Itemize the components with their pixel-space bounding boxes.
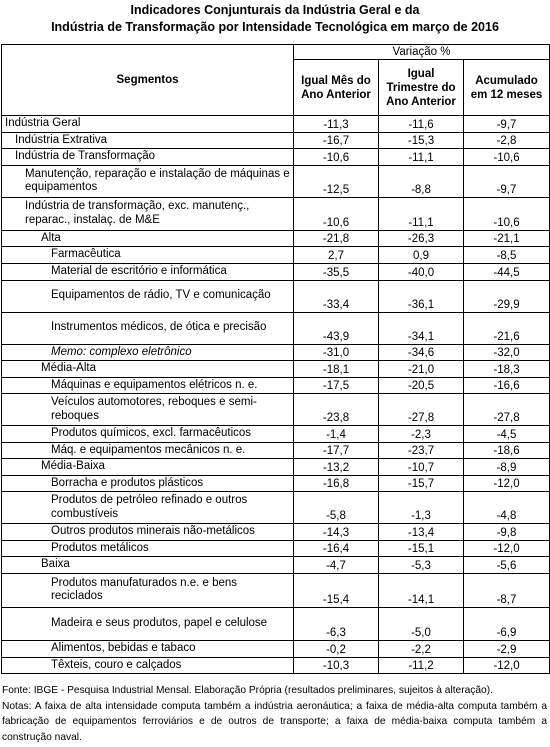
- value-mes: 2,7: [294, 247, 379, 264]
- value-mes: -31,0: [294, 344, 379, 361]
- title-line-1: Indicadores Conjunturais da Indústria Geral e da: [130, 3, 420, 17]
- segment-label: Produtos químicos, excl. farmacêuticos: [2, 426, 294, 443]
- table-row: [2, 361, 550, 378]
- segment-label: Produtos manufaturados n.e. e bens reciclados: [2, 573, 294, 607]
- value-trimestre: -15,7: [379, 475, 464, 492]
- segment-label: Instrumentos médicos, de ótica e precisão: [2, 312, 294, 344]
- value-acumulado: -10,6: [464, 149, 550, 166]
- value-acumulado: -9,7: [464, 116, 550, 133]
- footnotes: [2, 683, 547, 745]
- segment-label: Média-Baixa: [2, 459, 294, 476]
- table-row: [2, 149, 550, 166]
- value-mes: -16,8: [294, 475, 379, 492]
- value-trimestre: -5,3: [379, 557, 464, 574]
- variacao-header: Variação %: [294, 45, 550, 60]
- value-trimestre: -11,2: [379, 657, 464, 674]
- value-mes: -5,8: [294, 492, 379, 524]
- segment-label: Média-Alta: [2, 361, 294, 378]
- table-row: [2, 607, 550, 640]
- value-trimestre: 0,9: [379, 247, 464, 264]
- value-trimestre: -11,1: [379, 197, 464, 230]
- value-acumulado: -2,8: [464, 132, 550, 149]
- table-body: [2, 116, 550, 674]
- segment-label: Produtos metálicos: [2, 540, 294, 557]
- value-acumulado: -12,0: [464, 540, 550, 557]
- value-acumulado: -10,6: [464, 197, 550, 230]
- segment-label: Produtos de petróleo refinado e outros combustíveis: [2, 492, 294, 524]
- segment-label: Indústria Geral: [2, 116, 294, 133]
- value-trimestre: -8,8: [379, 165, 464, 197]
- table-row: [2, 344, 550, 361]
- value-acumulado: -16,6: [464, 377, 550, 394]
- value-acumulado: -12,0: [464, 475, 550, 492]
- source-note: Fonte: IBGE - Pesquisa Industrial Mensal. Elaboração Própria (resultados preliminares, sujeitos à alteração).: [2, 685, 493, 696]
- notes-text: Notas: A faixa de alta intensidade computa também a indústria aeronáutica; a faixa de média-alta computa também a fabricação de equipamentos ferroviários e de outros de transporte; a faixa de média-baixa computa também a construção naval.: [2, 700, 547, 743]
- value-mes: -35,5: [294, 263, 379, 280]
- table-row: [2, 524, 550, 541]
- value-acumulado: -8,5: [464, 247, 550, 264]
- value-acumulado: -21,1: [464, 230, 550, 247]
- value-mes: -11,3: [294, 116, 379, 133]
- segmentos-header: Segmentos: [2, 45, 294, 116]
- table-row: [2, 657, 550, 674]
- value-acumulado: -6,9: [464, 607, 550, 640]
- value-trimestre: -2,2: [379, 640, 464, 657]
- table-row: [2, 573, 550, 607]
- segment-label: Veículos automotores, reboques e semi-reboques: [2, 394, 294, 426]
- value-mes: -14,3: [294, 524, 379, 541]
- value-acumulado: -9,7: [464, 165, 550, 197]
- value-acumulado: -4,5: [464, 426, 550, 443]
- segment-label: Farmacêutica: [2, 247, 294, 264]
- value-trimestre: -11,1: [379, 149, 464, 166]
- value-trimestre: -13,4: [379, 524, 464, 541]
- value-mes: -18,1: [294, 361, 379, 378]
- table-row: [2, 116, 550, 133]
- value-trimestre: -10,7: [379, 459, 464, 476]
- value-mes: -43,9: [294, 312, 379, 344]
- table-row: [2, 426, 550, 443]
- value-trimestre: -21,0: [379, 361, 464, 378]
- value-mes: -23,8: [294, 394, 379, 426]
- table-row: [2, 492, 550, 524]
- col-header-trimestre: Igual Trimestre do Ano Anterior: [379, 60, 464, 116]
- segment-label: Indústria de Transformação: [2, 149, 294, 166]
- segment-label: Indústria de transformação, exc. manutenç., reparac., instalaç. de M&E: [2, 197, 294, 230]
- segment-label: Equipamentos de rádio, TV e comunicação: [2, 280, 294, 312]
- value-acumulado: -12,0: [464, 657, 550, 674]
- value-acumulado: -8,7: [464, 573, 550, 607]
- value-trimestre: -11,6: [379, 116, 464, 133]
- table-row: [2, 263, 550, 280]
- value-acumulado: -27,8: [464, 394, 550, 426]
- value-trimestre: -36,1: [379, 280, 464, 312]
- segment-label: Madeira e seus produtos, papel e celulose: [2, 607, 294, 640]
- value-trimestre: -15,3: [379, 132, 464, 149]
- table-row: [2, 442, 550, 459]
- col-header-acumulado: Acumulado em 12 meses: [464, 60, 550, 116]
- value-mes: -10,3: [294, 657, 379, 674]
- value-acumulado: -4,8: [464, 492, 550, 524]
- col-header-mes: Igual Mês do Ano Anterior: [294, 60, 379, 116]
- value-trimestre: -34,6: [379, 344, 464, 361]
- value-trimestre: -14,1: [379, 573, 464, 607]
- value-trimestre: -40,0: [379, 263, 464, 280]
- value-mes: -10,6: [294, 197, 379, 230]
- value-acumulado: -44,5: [464, 263, 550, 280]
- value-mes: -1,4: [294, 426, 379, 443]
- value-trimestre: -15,1: [379, 540, 464, 557]
- value-mes: -0,2: [294, 640, 379, 657]
- value-acumulado: -29,9: [464, 280, 550, 312]
- table-row: [2, 230, 550, 247]
- value-acumulado: -32,0: [464, 344, 550, 361]
- value-mes: -33,4: [294, 280, 379, 312]
- value-acumulado: -21,6: [464, 312, 550, 344]
- value-trimestre: -1,3: [379, 492, 464, 524]
- segment-label: Alta: [2, 230, 294, 247]
- value-trimestre: -23,7: [379, 442, 464, 459]
- value-mes: -12,5: [294, 165, 379, 197]
- title-line-2: Indústria de Transformação por Intensidade Tecnológica em março de 2016: [51, 20, 499, 34]
- segment-label: Outros produtos minerais não-metálicos: [2, 524, 294, 541]
- value-trimestre: -20,5: [379, 377, 464, 394]
- value-mes: -4,7: [294, 557, 379, 574]
- table-row: [2, 540, 550, 557]
- table-row: [2, 640, 550, 657]
- segment-label: Material de escritório e informática: [2, 263, 294, 280]
- value-mes: -17,7: [294, 442, 379, 459]
- value-mes: -10,6: [294, 149, 379, 166]
- table-row: [2, 312, 550, 344]
- value-acumulado: -9,8: [464, 524, 550, 541]
- table-row: [2, 247, 550, 264]
- value-mes: -21,8: [294, 230, 379, 247]
- table-row: [2, 165, 550, 197]
- value-trimestre: -5,0: [379, 607, 464, 640]
- document-title: [0, 0, 550, 36]
- segment-label: Têxteis, couro e calçados: [2, 657, 294, 674]
- segment-label: Memo: complexo eletrônico: [2, 344, 294, 361]
- value-acumulado: -18,6: [464, 442, 550, 459]
- segment-label: Alimentos, bebidas e tabaco: [2, 640, 294, 657]
- value-mes: -13,2: [294, 459, 379, 476]
- table-row: [2, 475, 550, 492]
- segment-label: Borracha e produtos plásticos: [2, 475, 294, 492]
- value-acumulado: -5,6: [464, 557, 550, 574]
- table-row: [2, 377, 550, 394]
- value-mes: -16,4: [294, 540, 379, 557]
- table-row: [2, 197, 550, 230]
- segment-label: Máq. e equipamentos mecânicos n. e.: [2, 442, 294, 459]
- value-trimestre: -27,8: [379, 394, 464, 426]
- segment-label: Manutenção, reparação e instalação de máquinas e equipamentos: [2, 165, 294, 197]
- table-row: [2, 280, 550, 312]
- value-acumulado: -2,9: [464, 640, 550, 657]
- value-acumulado: -8,9: [464, 459, 550, 476]
- value-acumulado: -18,3: [464, 361, 550, 378]
- table-row: [2, 132, 550, 149]
- value-mes: -17,5: [294, 377, 379, 394]
- table-row: [2, 394, 550, 426]
- value-mes: -6,3: [294, 607, 379, 640]
- indicators-table: [1, 44, 550, 674]
- value-trimestre: -34,1: [379, 312, 464, 344]
- value-trimestre: -26,3: [379, 230, 464, 247]
- value-mes: -15,4: [294, 573, 379, 607]
- segment-label: Indústria Extrativa: [2, 132, 294, 149]
- table-row: [2, 459, 550, 476]
- segment-label: Baixa: [2, 557, 294, 574]
- segment-label: Máquinas e equipamentos elétricos n. e.: [2, 377, 294, 394]
- value-trimestre: -2,3: [379, 426, 464, 443]
- table-row: [2, 557, 550, 574]
- value-mes: -16,7: [294, 132, 379, 149]
